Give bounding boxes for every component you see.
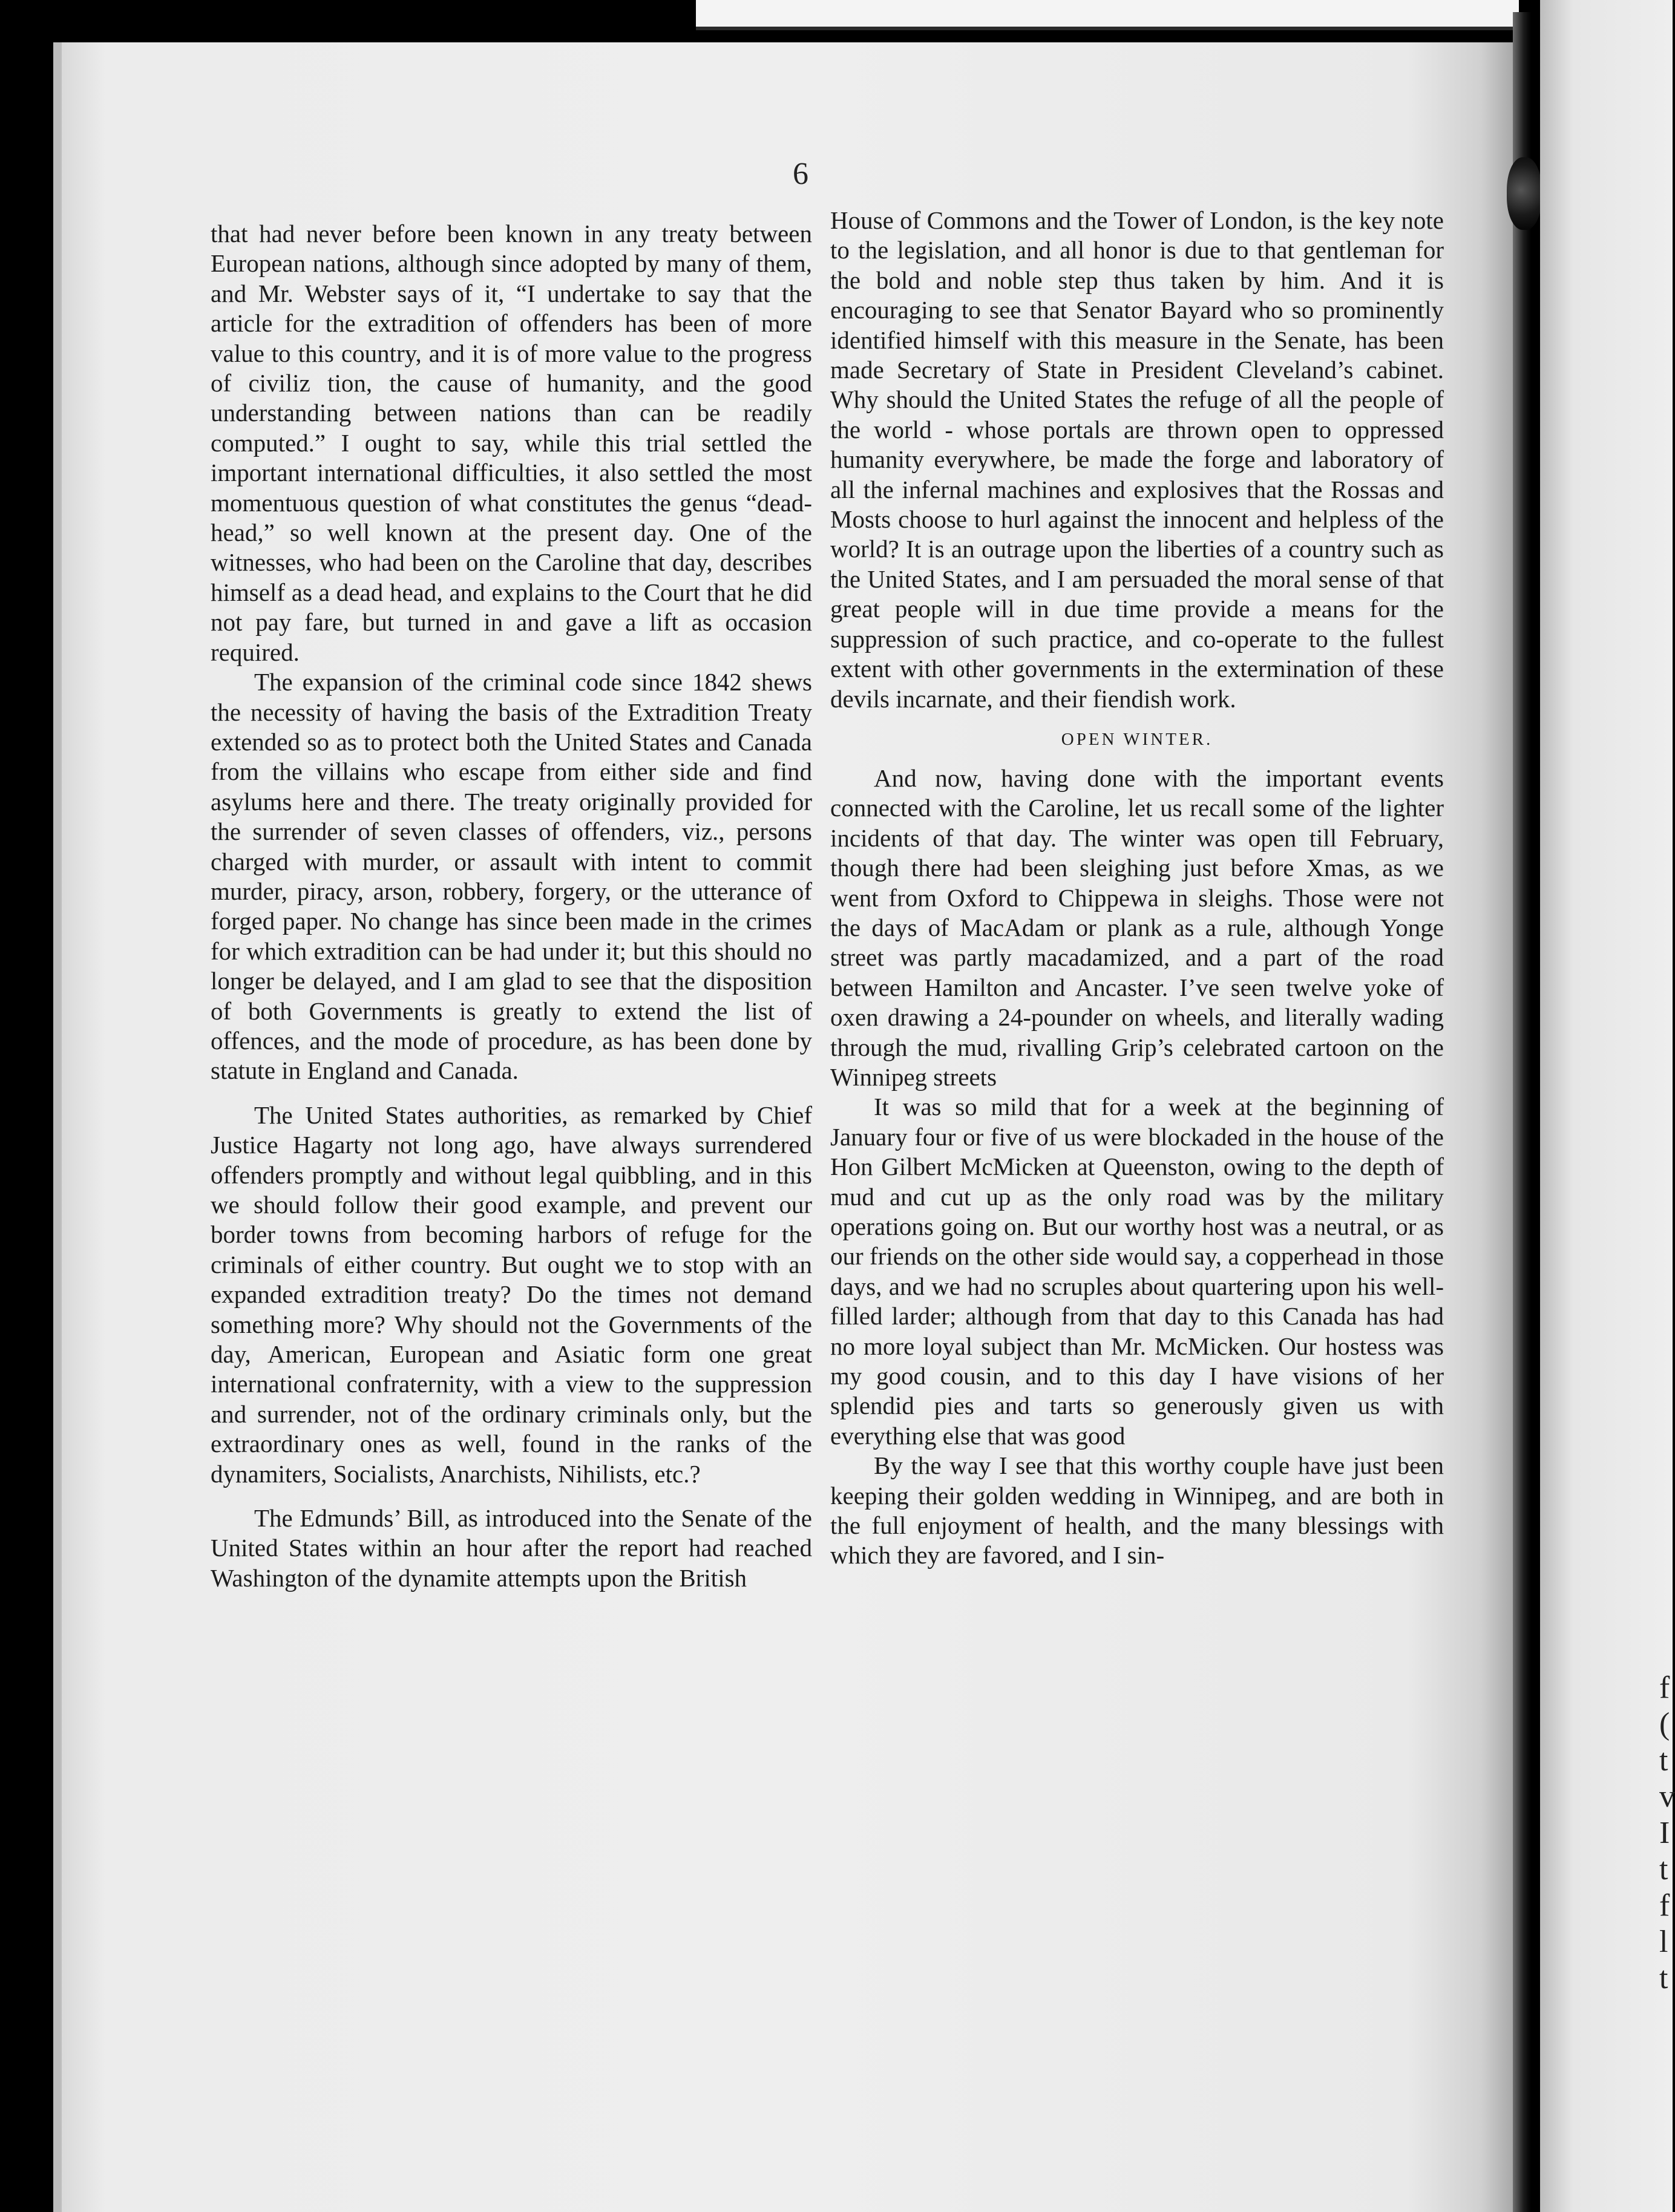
paragraph: House of Commons and the Tower of London, is the key note to the legislation, and all honor is due to that gentleman for the bold and noble step thus taken by him. And it is encouraging to see that Senator Bayard who so prominently identified himself with this measure in the Senate, has been made Secretary of State in President Cleveland’s cabinet. Why should the United States the refuge of all the people of the world - whose portals are thrown open to oppressed humanity everywhere, be made the forge and laboratory of all the infernal machines and explosives that the Rossas and Mosts choose to hurl against the innocent and helpless of the world? It is an outrage upon the liberties of a country such as the United States, and I am persuaded the moral sense of that great people will in due time provide a means for the suppression of such practice, and co-operate to the fullest extent with other governments in the extermination of these devils incarnate, and their fiendish work.: [830, 206, 1444, 713]
section-heading: OPEN WINTER.: [1061, 729, 1213, 749]
paragraph: that had never before been known in any treaty between European nations, although since adopted by many of them, and Mr. Webster says of it, “I undertake to say that the article for the extradition of offenders has been of more value to this country, and it is of more value to the progress of civiliz tion, the cause of humanity, and the good understanding between nations than can be readily computed.” I ought to say, while this trial settled the important international difficulties, it also settled the most momentuous question of what constitutes the genus “dead-head,” so well known at the present day. One of the witnesses, who had been on the Caroline that day, describes himself as a dead head, and explains to the Court that he did not pay fare, but turned in and gave a lift as occasion required.: [211, 220, 812, 666]
paragraph: The expansion of the criminal code since 1842 shews the necessity of having the basis of the Extradition Treaty extended so as to protect both the United States and Canada from the villains who escape from either side and find asylums here and there. The treaty originally provided for the surrender of seven classes of offenders, viz., persons charged with murder, or assault with intent to commit murder, piracy, arson, robbery, forgery, or the utterance of forged paper. No change has since been made in the crimes for which extradition can be had under it; but this should no longer be delayed, and I am glad to see that the disposition of both Governments is greatly to extend the list of offences, and the mode of procedure, as has been done by statute in England and Canada.: [211, 668, 812, 1085]
left-text-column: [211, 219, 812, 1593]
facing-page-edge: [1540, 0, 1673, 2212]
book-gutter: [1513, 12, 1531, 2212]
paragraph: By the way I see that this worthy couple have just been keeping their golden wedding in Winnipeg, and are both in the full enjoyment of health, and the many blessings with which they are favored, and I sin-: [830, 1451, 1444, 1569]
paragraph: And now, having done with the important events connected with the Caroline, let us recall some of the lighter incidents of that day. The winter was open till February, though there had been sleighing just before Xmas, as we went from Oxford to Chippewa in sleighs. Those were not the days of MacAdam or plank as a rule, although Yonge street was partly macadamized, and a part of the road between Hamilton and Ancaster. I’ve seen twelve yoke of oxen drawing a 24-pounder on wheels, and literally wading through the mud, rivalling Grip’s celebrated cartoon on the Winnipeg streets: [830, 764, 1444, 1091]
facing-page-text-fragment: f ( t v I t f l t: [1659, 1670, 1675, 1995]
right-text-column: [830, 206, 1444, 1571]
page-number: 6: [793, 157, 808, 191]
paragraph: The United States authorities, as remarked by Chief Justice Hagarty not long ago, have always surrendered offenders promptly and without legal quibbling, and in this we should follow their good example, and prevent our border towns from becoming harbors of refuge for the criminals of either country. But ought we to stop with an expanded extradition treaty? Do the times not demand something more? Why should not the Governments of the day, American, European and Asiatic form one great international confraternity, with a view to the suppression and surrender, not of the ordinary criminals only, but the extraordinary ones as well, found in the ranks of the dynamiters, Socialists, Anarchists, Nihilists, etc.?: [211, 1101, 812, 1488]
paragraph: The Edmunds’ Bill, as introduced into the Senate of the United States within an hour after the report had reached Washington of the dynamite attempts upon the British: [211, 1504, 812, 1592]
paragraph: It was so mild that for a week at the beginning of January four or five of us were blockaded in the house of the Hon Gilbert McMicken at Queenston, owing to the depth of mud and cut up as the only road was by the military operations going on. But our worthy host was a neutral, or as our friends on the other side would say, a copperhead in those days, and we had no scruples about quartering upon his well-filled larder; although from that day to this Canada has had no more loyal subject than Mr. McMicken. Our hostess was my good cousin, and to this day I have visions of her splendid pies and tarts so generously given us with everything else that was good: [830, 1093, 1444, 1450]
binding-thread-mark: [1507, 157, 1542, 230]
previous-page-edge: [696, 0, 1519, 30]
